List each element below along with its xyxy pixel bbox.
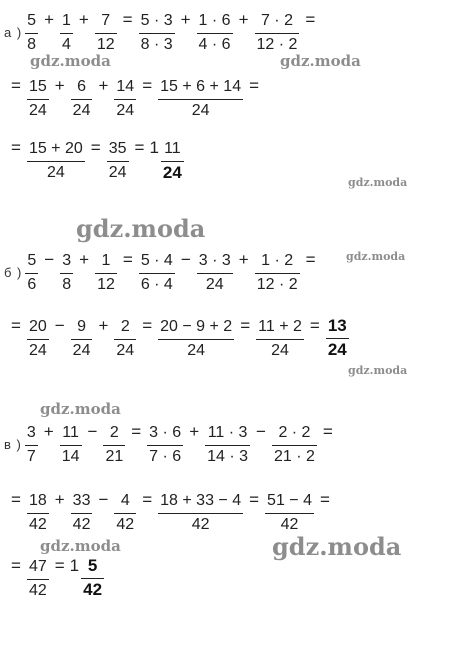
fraction bbox=[71, 492, 93, 534]
numerator: 2 · 2 bbox=[278, 424, 311, 441]
denominator: 42 bbox=[280, 516, 299, 533]
operator: = bbox=[11, 490, 21, 509]
numerator: 6 bbox=[77, 78, 87, 95]
numerator: 3 · 3 bbox=[198, 252, 231, 269]
watermark: gdz.moda bbox=[348, 176, 408, 189]
fraction bbox=[256, 318, 304, 360]
operator: = bbox=[322, 422, 333, 441]
operator: = bbox=[142, 490, 153, 509]
numerator: 33 bbox=[72, 492, 91, 509]
operator: = bbox=[305, 10, 316, 29]
fraction-bar bbox=[255, 273, 300, 274]
fraction-bar bbox=[103, 445, 125, 446]
numerator: 5 bbox=[27, 12, 37, 29]
numerator: 3 bbox=[62, 252, 72, 269]
fraction bbox=[114, 492, 136, 534]
fraction bbox=[114, 318, 136, 360]
numerator: 5 · 4 bbox=[140, 252, 173, 269]
denominator: 24 bbox=[116, 342, 135, 359]
operator: − bbox=[98, 490, 109, 509]
watermark: gdz.moda bbox=[280, 52, 361, 70]
whole-number: 1 bbox=[149, 138, 159, 157]
operator: + bbox=[98, 316, 109, 335]
operator: = bbox=[131, 422, 142, 441]
fraction-bar bbox=[114, 339, 136, 340]
operator: + bbox=[189, 422, 200, 441]
numerator: 3 · 6 bbox=[149, 424, 182, 441]
fraction-bar bbox=[71, 339, 93, 340]
fraction bbox=[326, 317, 349, 359]
numerator: 7 · 2 bbox=[260, 12, 293, 29]
denominator: 14 · 3 bbox=[207, 448, 249, 465]
fraction bbox=[71, 78, 93, 120]
fraction-bar bbox=[197, 273, 233, 274]
denominator: 42 bbox=[116, 516, 135, 533]
denominator: 24 bbox=[191, 102, 210, 119]
fraction-bar bbox=[158, 513, 243, 514]
denominator: 12 · 2 bbox=[256, 36, 298, 53]
part-b-line-2 bbox=[6, 308, 350, 368]
part-a-expression-2 bbox=[6, 76, 264, 120]
watermark: gdz.moda bbox=[346, 250, 406, 263]
operator: = bbox=[54, 556, 65, 575]
operator: = bbox=[249, 490, 260, 509]
fraction-bar bbox=[60, 445, 82, 446]
operator: − bbox=[256, 422, 266, 441]
numerator: 35 bbox=[108, 140, 127, 157]
part-b-line-1 bbox=[4, 242, 321, 302]
operator: + bbox=[78, 10, 89, 29]
denominator: 24 bbox=[116, 102, 135, 119]
denominator: 7 · 6 bbox=[149, 448, 182, 465]
denominator: 7 bbox=[26, 448, 36, 465]
fraction-bar bbox=[272, 445, 317, 446]
whole-number: 1 bbox=[69, 556, 80, 575]
part-v-line-3 bbox=[6, 548, 105, 608]
part-v-expression-1 bbox=[24, 422, 338, 466]
part-v-label: в ) bbox=[4, 436, 22, 452]
numerator: 20 bbox=[28, 318, 47, 335]
numerator: 15 + 20 bbox=[28, 140, 83, 157]
watermark: gdz.moda bbox=[40, 537, 121, 555]
fraction-bar bbox=[255, 33, 300, 34]
fraction-bar bbox=[205, 445, 250, 446]
operator: = bbox=[122, 250, 133, 269]
fraction bbox=[27, 140, 85, 182]
denominator: 24 bbox=[46, 164, 65, 181]
operator: + bbox=[98, 76, 109, 95]
denominator: 42 bbox=[72, 516, 91, 533]
part-v-line-1 bbox=[4, 414, 338, 474]
fraction bbox=[81, 557, 104, 599]
denominator: 12 bbox=[96, 36, 115, 53]
watermark: gdz.moda bbox=[40, 400, 121, 418]
fraction bbox=[158, 318, 234, 360]
fraction-bar bbox=[25, 273, 38, 274]
operator: − bbox=[87, 422, 98, 441]
fraction bbox=[139, 12, 175, 54]
denominator: 42 bbox=[28, 582, 47, 599]
denominator: 12 bbox=[97, 276, 115, 293]
numerator: 15 bbox=[28, 78, 47, 95]
numerator: 18 bbox=[28, 492, 47, 509]
part-a-expression-1 bbox=[24, 10, 320, 54]
fraction-bar bbox=[27, 513, 49, 514]
denominator: 24 bbox=[72, 342, 91, 359]
fraction bbox=[161, 140, 184, 182]
fraction bbox=[71, 318, 93, 360]
numerator: 13 bbox=[327, 316, 347, 335]
numerator: 51 − 4 bbox=[267, 492, 312, 509]
fraction bbox=[27, 78, 49, 120]
fraction-bar bbox=[161, 161, 184, 162]
numerator: 11 · 3 bbox=[207, 424, 248, 441]
numerator: 15 + 6 + 14 bbox=[160, 78, 242, 95]
fraction bbox=[265, 492, 314, 534]
denominator: 24 bbox=[271, 342, 289, 359]
part-b-expression-1 bbox=[24, 250, 320, 294]
denominator: 8 bbox=[62, 276, 72, 293]
operator: + bbox=[54, 76, 65, 95]
watermark: gdz.moda bbox=[30, 52, 111, 70]
fraction-bar bbox=[60, 33, 73, 34]
operator: = bbox=[90, 138, 101, 157]
operator: = bbox=[11, 138, 21, 157]
fraction bbox=[25, 252, 38, 294]
operator: + bbox=[43, 422, 54, 441]
fraction bbox=[255, 252, 300, 294]
operator: + bbox=[79, 250, 90, 269]
part-a-label: а ) bbox=[4, 24, 23, 40]
fraction bbox=[27, 558, 49, 600]
fraction-bar bbox=[95, 273, 117, 274]
numerator: 14 bbox=[116, 78, 135, 95]
numerator: 1 · 6 bbox=[198, 12, 231, 29]
fraction-bar bbox=[25, 445, 38, 446]
operator: + bbox=[180, 10, 191, 29]
fraction bbox=[197, 12, 233, 54]
fraction-bar bbox=[158, 339, 234, 340]
numerator: 1 bbox=[101, 252, 111, 269]
denominator: 4 · 6 bbox=[198, 36, 231, 53]
denominator: 24 bbox=[205, 276, 224, 293]
fraction bbox=[255, 12, 300, 54]
fraction-bar bbox=[27, 99, 49, 100]
operator: + bbox=[238, 10, 249, 29]
numerator: 7 bbox=[101, 12, 111, 29]
operator: − bbox=[44, 250, 55, 269]
fraction bbox=[197, 252, 233, 294]
denominator: 24 bbox=[72, 102, 91, 119]
denominator: 4 bbox=[62, 36, 71, 53]
numerator: 47 bbox=[28, 558, 47, 575]
fraction-bar bbox=[139, 33, 175, 34]
fraction bbox=[60, 12, 73, 54]
numerator: 18 + 33 − 4 bbox=[160, 492, 242, 509]
numerator: 9 bbox=[77, 318, 87, 335]
denominator: 24 bbox=[187, 342, 206, 359]
fraction-bar bbox=[27, 339, 49, 340]
denominator: 24 bbox=[162, 163, 182, 182]
fraction bbox=[205, 424, 250, 466]
fraction bbox=[95, 12, 117, 54]
denominator: 12 · 2 bbox=[256, 276, 298, 293]
fraction-bar bbox=[256, 339, 304, 340]
watermark: gdz.moda bbox=[272, 532, 402, 561]
fraction-bar bbox=[27, 161, 85, 162]
operator: = bbox=[122, 10, 133, 29]
numerator: 11 bbox=[164, 140, 181, 157]
fraction bbox=[158, 492, 243, 534]
fraction-bar bbox=[81, 578, 104, 579]
fraction-bar bbox=[197, 33, 233, 34]
fraction bbox=[158, 78, 243, 120]
fraction bbox=[95, 252, 117, 294]
denominator: 21 · 2 bbox=[273, 448, 315, 465]
operator: = bbox=[11, 76, 21, 95]
denominator: 24 bbox=[28, 342, 47, 359]
numerator: 1 · 2 bbox=[261, 252, 294, 269]
fraction-bar bbox=[139, 273, 175, 274]
operator: − bbox=[54, 316, 65, 335]
numerator: 4 bbox=[120, 492, 130, 509]
numerator: 20 − 9 + 2 bbox=[160, 318, 233, 335]
fraction-bar bbox=[27, 579, 49, 580]
numerator: 11 + 2 bbox=[258, 318, 302, 335]
operator: + bbox=[54, 490, 65, 509]
denominator: 6 bbox=[27, 276, 37, 293]
operator: = bbox=[319, 490, 330, 509]
fraction bbox=[27, 492, 49, 534]
fraction-bar bbox=[114, 99, 136, 100]
part-a-line-3 bbox=[6, 130, 185, 190]
fraction bbox=[60, 252, 73, 294]
fraction bbox=[25, 12, 38, 54]
fraction-bar bbox=[95, 33, 117, 34]
operator: = bbox=[142, 76, 153, 95]
fraction bbox=[107, 140, 129, 182]
operator: + bbox=[44, 10, 55, 29]
part-b-label: б ) bbox=[4, 264, 23, 280]
fraction-bar bbox=[25, 33, 38, 34]
fraction-bar bbox=[71, 99, 93, 100]
fraction-bar bbox=[326, 338, 349, 339]
operator: = bbox=[249, 76, 260, 95]
numerator: 5 · 3 bbox=[140, 12, 173, 29]
denominator: 14 bbox=[61, 448, 80, 465]
operator: = bbox=[309, 316, 320, 335]
fraction-bar bbox=[158, 99, 243, 100]
fraction bbox=[139, 252, 175, 294]
numerator: 2 bbox=[120, 318, 130, 335]
fraction-bar bbox=[147, 445, 183, 446]
fraction bbox=[272, 424, 317, 466]
part-a-expression-3 bbox=[6, 138, 185, 182]
fraction-bar bbox=[107, 161, 129, 162]
denominator: 42 bbox=[28, 516, 47, 533]
fraction-bar bbox=[265, 513, 314, 514]
operator: = bbox=[11, 556, 21, 575]
fraction bbox=[114, 78, 136, 120]
denominator: 6 · 4 bbox=[140, 276, 173, 293]
fraction bbox=[103, 424, 125, 466]
numerator: 5 bbox=[27, 252, 37, 269]
fraction bbox=[60, 424, 82, 466]
denominator: 42 bbox=[191, 516, 210, 533]
denominator: 24 bbox=[108, 164, 127, 181]
operator: = bbox=[134, 138, 145, 157]
fraction-bar bbox=[71, 513, 93, 514]
part-v-expression-3 bbox=[6, 556, 105, 600]
numerator: 3 bbox=[26, 424, 36, 441]
part-a-line-2 bbox=[6, 68, 264, 128]
denominator: 21 bbox=[105, 448, 124, 465]
numerator: 11 bbox=[62, 424, 79, 441]
fraction-bar bbox=[60, 273, 73, 274]
operator: = bbox=[142, 316, 153, 335]
operator: = bbox=[305, 250, 316, 269]
fraction bbox=[25, 424, 38, 466]
denominator: 8 bbox=[27, 36, 37, 53]
fraction bbox=[27, 318, 49, 360]
watermark: gdz.moda bbox=[76, 214, 206, 243]
operator: = bbox=[240, 316, 251, 335]
denominator: 8 · 3 bbox=[140, 36, 173, 53]
operator: − bbox=[180, 250, 191, 269]
part-v-expression-2 bbox=[6, 490, 335, 534]
numerator: 5 bbox=[87, 556, 98, 575]
fraction-bar bbox=[114, 513, 136, 514]
denominator: 24 bbox=[28, 102, 47, 119]
fraction bbox=[147, 424, 183, 466]
denominator: 24 bbox=[327, 340, 347, 359]
operator: = bbox=[11, 316, 21, 335]
denominator: 42 bbox=[83, 580, 103, 599]
numerator: 1 bbox=[62, 12, 71, 29]
watermark: gdz.moda bbox=[348, 364, 408, 377]
numerator: 2 bbox=[109, 424, 119, 441]
operator: + bbox=[238, 250, 249, 269]
part-b-expression-2 bbox=[6, 316, 350, 360]
